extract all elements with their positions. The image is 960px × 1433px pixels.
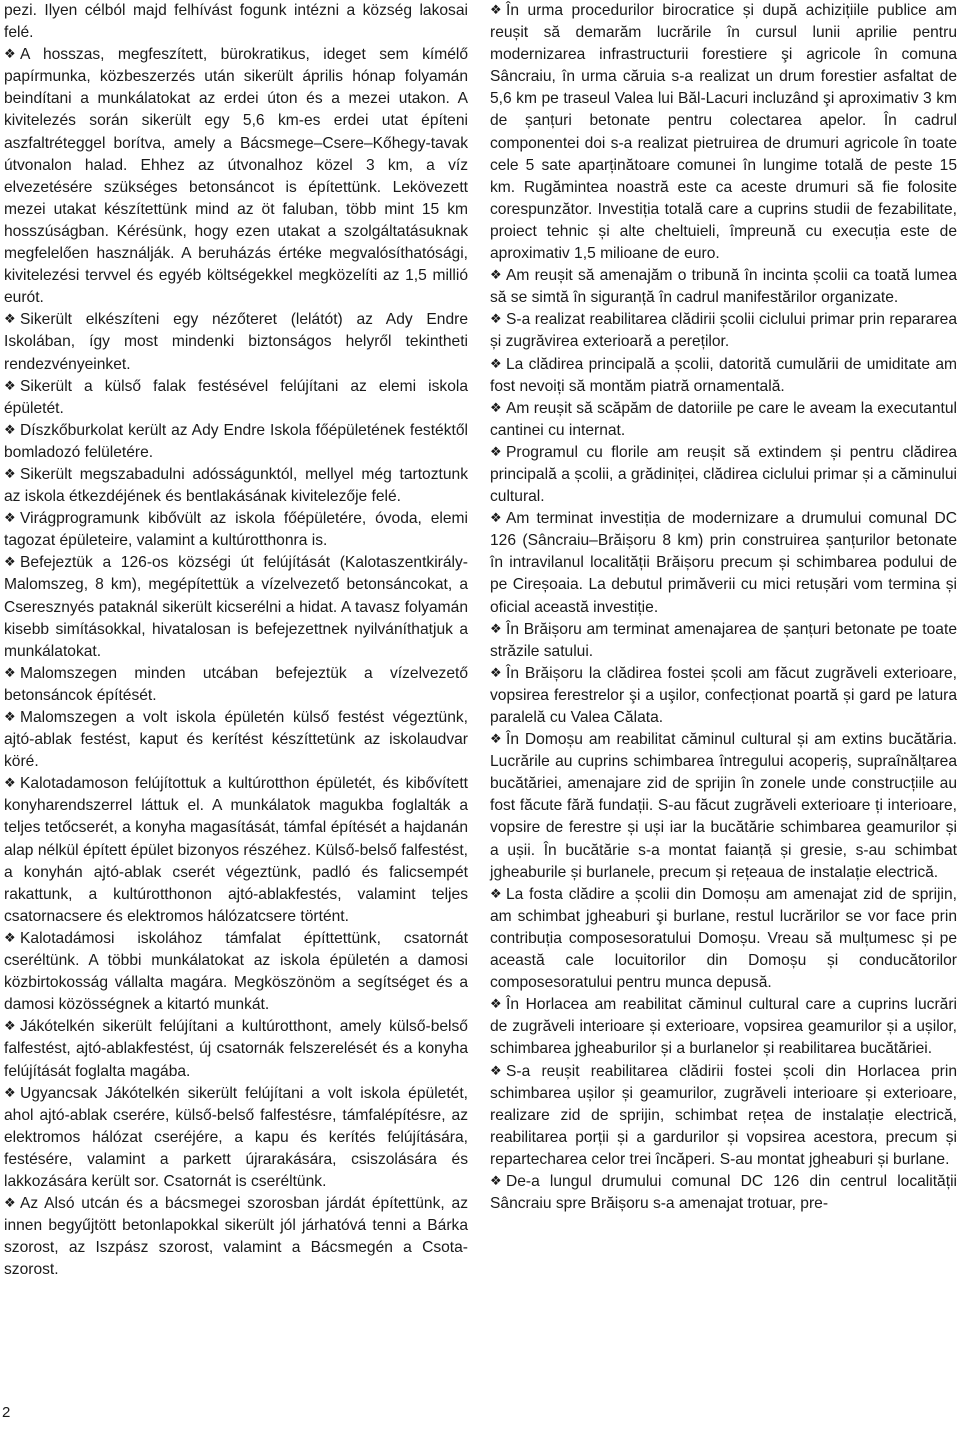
left-bullet-item: [4, 1083, 468, 1193]
left-bullet-list: [4, 44, 468, 1281]
four-petal-diamond-icon: ❖: [490, 356, 502, 372]
left-bullet-item: [4, 44, 468, 309]
right-bullet-item: [490, 663, 957, 729]
right-bullet-text: Am reușit să scăpăm de datoriile pe care le aveam la executantul cantinei cu internat.: [490, 399, 957, 439]
left-bullet-text: Díszkőburkolat került az Ady Endre Iskola főépületének festéktől bomladozó felületére.: [4, 421, 468, 461]
four-petal-diamond-icon: ❖: [490, 665, 502, 681]
four-petal-diamond-icon: ❖: [490, 312, 502, 328]
left-bullet-text: Ugyancsak Jákótelkén sikerült felújítani a volt iskola épületét, ahol ajtó-ablak cserére, külső-belső falfestésre, támfalépítésre, az elektromos hálózat cseréjére, a kapu és kerítés felújítására, festésére, valamint a parkett újrarakására, csiszolására és lakkozására került sor. Csatornát is cseréltünk.: [4, 1084, 468, 1190]
left-bullet-text: Virágprogramunk kibővült az iskola főépületére, óvoda, elemi tagozat épületeire, valamint a kultúrotthonra is.: [4, 510, 468, 550]
four-petal-diamond-icon: ❖: [4, 710, 16, 725]
four-petal-diamond-icon: ❖: [4, 466, 16, 482]
four-petal-diamond-icon: ❖: [490, 621, 502, 637]
right-bullet-text: În Brăișoru am terminat amenajarea de șanțuri betonate pe toate străzile satului.: [490, 620, 957, 660]
left-bullet-item: [4, 552, 468, 662]
four-petal-diamond-icon: ❖: [4, 378, 16, 394]
right-bullet-item: [490, 729, 957, 884]
right-bullet-item: [490, 442, 957, 508]
four-petal-diamond-icon: ❖: [490, 1173, 502, 1189]
left-bullet-item: [4, 309, 468, 375]
four-petal-diamond-icon: ❖: [490, 1063, 502, 1079]
right-bullet-text: Programul cu florile am reușit să extindem și pentru clădirea principală a școlii, a grădiniței, clădirea ciclului primar și a căminului cultural.: [490, 443, 957, 506]
left-bullet-text: Kalotadamoson felújítottuk a kultúrotthon épületét, és kibővített konyharendszerrel láttuk el. A munkálatok magukba foglalták a teljes tetőcserét, a konyha magasítását, támfal építését a hajdanán alap nélkül épített épület bizonyos részéhez. Külső-belső falfestést, a konyhán ajtó-ablak cserét végeztünk, padló és falicsempét rakattunk, a kultúrotthonon ajtó-ablakfestés, valamint teljes csatornacsere és elektromos hálózatcsere történt.: [4, 775, 468, 925]
right-bullet-text: În Brăișoru la clădirea fostei școli am făcut zugrăveli exterioare, vopsirea ferestrelor şi a uşilor, confecționat poartă și gard pe latura paralelă cu Valea Călata.: [490, 664, 957, 726]
four-petal-diamond-icon: ❖: [490, 400, 502, 416]
left-bullet-item: [4, 1193, 468, 1281]
right-bullet-item: [490, 619, 957, 663]
right-bullet-text: Am reușit să amenajăm o tribună în incinta școlii ca toată lumea să se simtă în siguranță în cadrul manifestărilor organizate.: [490, 267, 957, 307]
left-bullet-text: Az Alsó utcán és a bácsmegei szorosban járdát építettünk, az innen begyűjtött betonlapokkal sikerült jól járhatóvá tenni a Bárka szorost, az Iszpász szorost, valamint a Bácsmegén a Csota-szorost.: [4, 1195, 468, 1279]
left-bullet-text: Jákótelkén sikerült felújítani a kultúrotthont, amely külső-belső falfestést, ajtó-ablakfestést, új csatornák felszerelését és a konyha felújítását foglalta magába.: [4, 1018, 468, 1080]
left-bullet-text: Sikerült megszabadulni adósságunktól, mellyel még tartoztunk az iskola étkezdéjének és bentlakásának kivitelezője felé.: [4, 465, 468, 506]
right-bullet-item: [490, 0, 957, 265]
four-petal-diamond-icon: ❖: [4, 511, 16, 527]
right-bullet-text: Am terminat investiția de modernizare a drumului comunal DC 126 (Sâncraiu–Brăișoru 8 km) prin construirea șanțurilor betonate în intravilanul localității Brăișoru precum și schimbarea podului de pe Cireșoaia. La debutul primăverii cu mici retușări vom termina și oficial această investiție.: [490, 510, 957, 616]
four-petal-diamond-icon: ❖: [490, 444, 502, 460]
four-petal-diamond-icon: ❖: [4, 665, 16, 681]
left-bullet-item: [4, 707, 468, 773]
right-bullet-list: [490, 0, 957, 1215]
left-bullet-item: [4, 464, 468, 508]
right-bullet-text: La fosta clădire a școlii din Domoșu am amenajat zid de sprijin, am schimbat jgheaburi şi burlane, restul lucrărilor se vor face prin contribuția composesoratului Domoșu. Vreau să mulțumesc și pe această cale locuitorilor din Domoșu și conducătorilor composesoratului pentru munca depusă.: [490, 885, 957, 992]
right-bullet-text: S-a reușit reabilitarea clădirii fostei școli din Horlacea prin schimbarea ușilor și geamurilor, zugrăveli interioare și exterioare, realizare zid de sprijin, schimbat rețea de instalație electrică, reabilitarea porții și a gardurilor și vopsirea acestora, precum și repartecharea celor trei încăperi. S-au montat jgheaburi și burlane.: [490, 1062, 957, 1168]
left-bullet-item: [4, 1016, 468, 1082]
left-bullet-item: [4, 928, 468, 1016]
right-bullet-text: În Horlacea am reabilitat căminul cultural care a cuprins lucrări de zugrăveli interioare și exterioare, vopsirea geamurilor și a ușilor, schimbarea jgheaburilor și a burlanelor și reabilitarea bucătăriei.: [490, 996, 957, 1058]
left-bullet-text: Sikerült a külső falak festésével felújítani az elemi iskola épületét.: [4, 377, 468, 417]
right-bullet-item: [490, 309, 957, 353]
right-bullet-item: [490, 884, 957, 994]
left-bullet-text: Malomszegen a volt iskola épületén külső festést végeztünk, ajtó-ablak festést, kaput és kerítést készíttetünk az iskolaudvar köré.: [4, 709, 468, 771]
four-petal-diamond-icon: ❖: [490, 3, 502, 18]
right-bullet-item: [490, 1061, 957, 1171]
page-number: 2: [2, 1404, 11, 1421]
left-column-hungarian: [4, 0, 468, 1281]
right-bullet-item: [490, 1171, 957, 1215]
right-bullet-text: La clădirea principală a școlii, datorită cumulării de umiditate am fost nevoiți să montăm piatră ornamentală.: [490, 355, 957, 395]
right-bullet-item: [490, 994, 957, 1060]
left-bullet-text: A hosszas, megfeszített, bürokratikus, ideget sem kímélő papírmunka, közbeszerzés után sikerült április hónap folyamán beindítani a munkálatokat az erdei úton és a mezei utakon. A kivitelezés során sikerült egy 5,6 km-es erdei utat építeni aszfaltréteggel borítva, amely a Bácsmege–Csere–Kőhegy-tavak útvonalon halad. Ehhez az útvonalhoz közel 3 km, a víz elvezetésére szükséges betonsáncot is építettünk. Lekövezett mezei utakat készítettünk mind az öt faluban, több mint 15 km hosszúságban. Kérésünk, hogy ezen utakat a szolgáltatásuknak megfelelően használják. A beruházás értéke megvalósíthatósági, kivitelezési tervvel és egyéb költségekkel megközelíti az 1,5 millió eurót.: [4, 46, 468, 307]
right-bullet-text: În Domoșu am reabilitat căminul cultural și am extins bucătăria. Lucrările au cuprins schimbarea întregului acoperiș, supraînălțarea bucătăriei, amenajare zid de sprijin în zonele unde construcțiile au fost făcute fără fundații. S-au făcut zugrăveli exterioare ți interioare, vopsire de ferestre și uși iar la bucătărie schimbarea geamurilor și a ușii. În bucătărie s-a montat faianță și gresie, s-au schimbat jgheaburile și burlanele, precum și rețeaua de instalație electrică.: [490, 731, 957, 881]
left-bullet-item: [4, 773, 468, 928]
right-column-romanian: [490, 0, 957, 1215]
left-bullet-text: Malomszegen minden utcában befejeztük a vízelvezető betonsáncok építését.: [4, 664, 468, 704]
left-bullet-item: [4, 420, 468, 464]
left-bullet-item: [4, 376, 468, 420]
left-bullet-text: Kalotadámosi iskolához támfalat építtettünk, csatornát cseréltünk. A többi munkálatokat az iskola épületén a damosi közbirtokosság vállalta magára. Megköszönöm a segítséget és a damosi közösségnek a kitartó munkát.: [4, 929, 468, 1014]
left-bullet-item: [4, 508, 468, 552]
four-petal-diamond-icon: ❖: [4, 312, 16, 328]
four-petal-diamond-icon: ❖: [490, 268, 502, 284]
right-bullet-item: [490, 265, 957, 309]
left-bullet-item: [4, 663, 468, 707]
right-bullet-item: [490, 508, 957, 618]
four-petal-diamond-icon: ❖: [4, 930, 16, 946]
four-petal-diamond-icon: ❖: [490, 997, 502, 1013]
four-petal-diamond-icon: ❖: [4, 1196, 16, 1212]
right-bullet-text: De-a lungul drumului comunal DC 126 din centrul localității Sâncraiu spre Brăișoru s-a amenajat trotuar, pre-: [490, 1172, 957, 1213]
four-petal-diamond-icon: ❖: [490, 886, 502, 902]
right-bullet-text: În urma procedurilor birocratice și după achizițiile publice am reușit să demarăm lucrările în cursul lunii aprilie pentru modernizarea infrastructurii forestiere şi agricole în comuna Sâncraiu, în urma căruia s-a realizat un drum forestier asfaltat de 5,6 km pe traseul Valea lui Băl-Lacuri incluzând şi aproximativ 3 km de șanțuri betonate pentru colectarea apelor. În cadrul componentei doi s-a realizat pietruirea de drumuri agricole în toate cele 5 sate aparținătoare comunei în lungime totală de peste 15 km. Rugămintea noastră este ca aceste drumuri să fie folosite corespunzător. Investiția totală care a cuprins studii de fezabilitate, proiect tehnic și alte cheltuieli, împreună cu execuția este de aproximativ 1,5 milioane de euro.: [490, 2, 957, 263]
four-petal-diamond-icon: ❖: [490, 732, 502, 748]
four-petal-diamond-icon: ❖: [4, 422, 16, 438]
right-bullet-item: [490, 398, 957, 442]
left-bullet-text: Befejeztük a 126-os községi út felújítását (Kalotaszentkirály-Malomszeg, 8 km), megépítettük a vízelvezető betonsáncokat, a Cseresznyés pataknál sikerült kicserélni a hidat. A tavasz folyamán kisebb simításokkal, hivatalosan is befejezettnek nyilváníthatjuk a munkálatokat.: [4, 554, 468, 660]
right-bullet-text: S-a realizat reabilitarea clădirii școlii ciclului primar prin repararea și zugrăvirea exterioară a pereților.: [490, 311, 957, 351]
four-petal-diamond-icon: ❖: [4, 555, 16, 571]
right-bullet-item: [490, 354, 957, 398]
left-bullet-text: Sikerült elkészíteni egy nézőteret (lelátót) az Ady Endre Iskolában, így most mindenki biztonságos helyről tekintheti rendezvényeinket.: [4, 311, 468, 373]
four-petal-diamond-icon: ❖: [4, 47, 16, 63]
four-petal-diamond-icon: ❖: [4, 776, 16, 792]
four-petal-diamond-icon: ❖: [490, 511, 502, 527]
four-petal-diamond-icon: ❖: [4, 1085, 16, 1101]
four-petal-diamond-icon: ❖: [4, 1019, 16, 1035]
left-intro-paragraph: pezi. Ilyen célból majd felhívást fogunk intézni a község lakosai felé.: [4, 2, 468, 42]
